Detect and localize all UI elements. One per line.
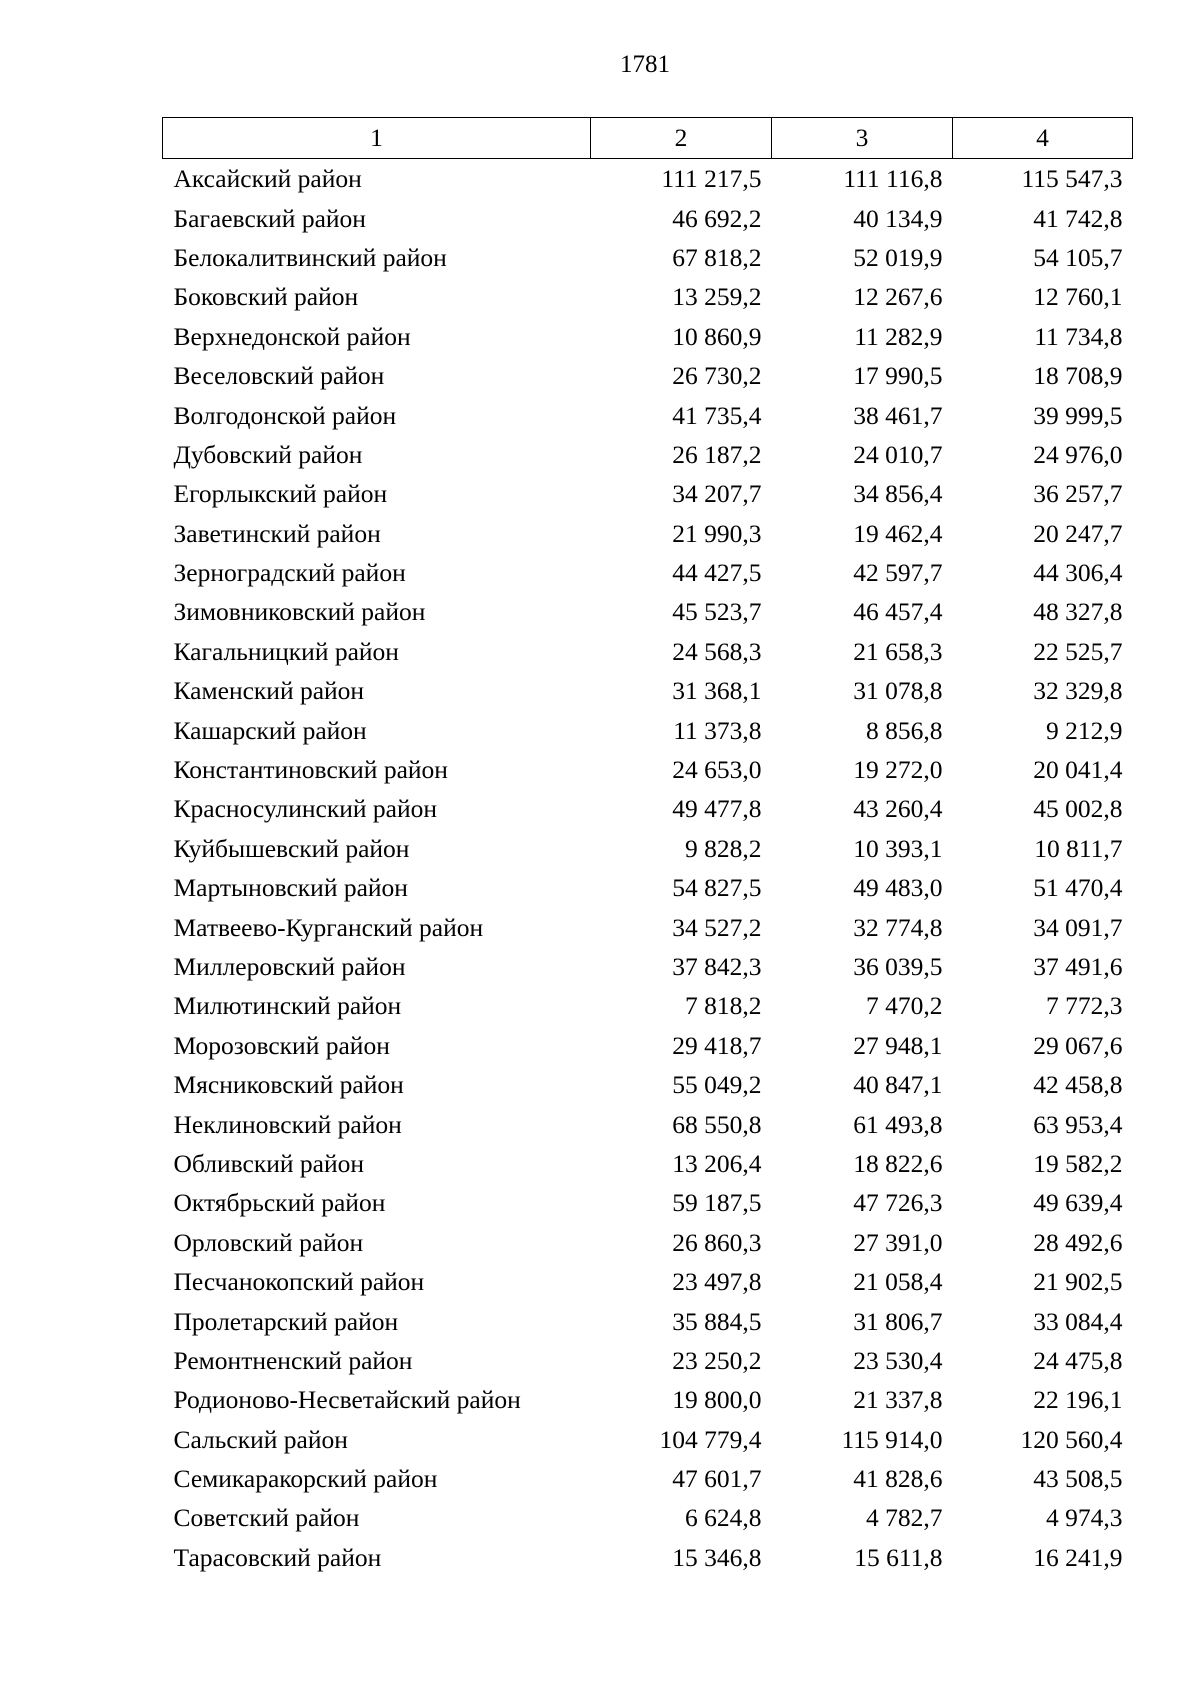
value-cell-col-2: 10 860,9 [672,321,762,351]
table-row [163,907,1133,946]
district-name-cell: Тарасовский район [173,1542,382,1572]
value-cell-col-4: 22 196,1 [1033,1385,1123,1415]
district-name-cell: Боковский район [173,282,359,312]
header-row [163,118,1133,159]
district-name-cell: Верхнедонской район [173,321,411,351]
table-row [163,1380,1133,1419]
table-row [163,1065,1133,1104]
table-row [163,710,1133,749]
value-cell-col-2: 46 692,2 [672,203,762,233]
value-cell-col-2: 13 259,2 [672,282,762,312]
value-cell-col-3: 36 039,5 [853,952,943,981]
value-cell-col-3: 32 774,8 [853,912,943,942]
value-cell-col-4: 22 525,7 [1033,636,1123,666]
value-cell-col-3: 115 914,0 [841,1424,943,1454]
value-cell-col-3: 42 597,7 [853,558,943,588]
value-cell-col-4: 41 742,8 [1033,203,1123,233]
value-cell-col-4: 36 257,7 [1033,479,1123,509]
value-cell-col-3: 19 462,4 [853,518,943,548]
value-cell-col-4: 24 976,0 [1033,439,1123,469]
value-cell-col-2: 23 250,2 [672,1345,762,1375]
value-cell-col-3: 7 470,2 [866,991,943,1021]
value-cell-col-2: 34 207,7 [672,479,762,509]
value-cell-col-2: 104 779,4 [659,1424,762,1454]
value-cell-col-4: 21 902,5 [1033,1267,1123,1297]
value-cell-col-4: 48 327,8 [1033,597,1123,627]
district-name-cell: Ремонтненский район [173,1345,413,1375]
table-row [163,514,1133,553]
value-cell-col-4: 16 241,9 [1033,1542,1123,1572]
value-cell-col-2: 55 049,2 [672,1070,762,1100]
value-cell-col-2: 45 523,7 [672,597,762,627]
value-cell-col-2: 7 818,2 [685,991,762,1021]
district-name-cell: Заветинский район [173,518,381,548]
table-row [163,1301,1133,1340]
district-name-cell: Родионово-Несветайский район [173,1385,521,1415]
value-cell-col-4: 120 560,4 [1020,1424,1123,1454]
value-cell-col-3: 31 078,8 [853,676,943,706]
table-row [163,1104,1133,1143]
table-row [163,1341,1133,1380]
value-cell-col-2: 24 653,0 [672,755,762,785]
value-cell-col-4: 37 491,6 [1033,952,1123,981]
value-cell-col-3: 21 337,8 [853,1385,943,1415]
district-name-cell: Миллеровский район [173,952,406,981]
district-name-cell: Матвеево-Курганский район [173,912,484,942]
table-body [163,159,1133,1578]
value-cell-col-3: 15 611,8 [854,1542,943,1572]
value-cell-col-2: 41 735,4 [672,400,762,430]
value-cell-col-3: 21 058,4 [853,1267,943,1297]
table-row [163,1144,1133,1183]
district-name-cell: Аксайский район [173,164,362,194]
value-cell-col-2: 26 730,2 [672,361,762,391]
table-row [163,198,1133,237]
value-cell-col-3: 19 272,0 [853,755,943,785]
value-cell-col-4: 9 212,9 [1046,715,1123,745]
value-cell-col-2: 67 818,2 [672,242,762,272]
column-header-4: 4 [953,118,1133,159]
value-cell-col-4: 43 508,5 [1033,1464,1123,1494]
table-row [163,395,1133,434]
value-cell-col-4: 44 306,4 [1033,558,1123,588]
column-header-1: 1 [163,118,591,159]
value-cell-col-4: 54 105,7 [1033,242,1123,272]
value-cell-col-4: 24 475,8 [1033,1345,1123,1375]
table-row [163,750,1133,789]
district-name-cell: Сальский район [173,1424,348,1454]
value-cell-col-4: 20 247,7 [1033,518,1123,548]
value-cell-col-3: 52 019,9 [853,242,943,272]
table-row [163,356,1133,395]
value-cell-col-4: 49 639,4 [1033,1188,1123,1218]
value-cell-col-3: 43 260,4 [853,794,943,824]
value-cell-col-3: 8 856,8 [866,715,943,745]
table-row [163,671,1133,710]
value-cell-col-4: 28 492,6 [1033,1227,1123,1257]
value-cell-col-4: 10 811,7 [1034,833,1123,863]
value-cell-col-2: 59 187,5 [672,1188,762,1218]
value-cell-col-3: 49 483,0 [853,873,943,903]
value-cell-col-3: 40 847,1 [853,1070,943,1100]
value-cell-col-2: 35 884,5 [672,1306,762,1336]
value-cell-col-3: 27 391,0 [853,1227,943,1257]
page-number: 1781 [620,51,670,78]
table-row [163,868,1133,907]
value-cell-col-3: 4 782,7 [866,1503,943,1533]
value-cell-col-2: 26 860,3 [672,1227,762,1257]
table-row [163,1459,1133,1498]
value-cell-col-2: 31 368,1 [672,676,762,706]
district-name-cell: Красносулинский район [173,794,438,824]
value-cell-col-4: 51 470,4 [1033,873,1123,903]
district-name-cell: Морозовский район [173,1030,390,1060]
value-cell-col-2: 37 842,3 [672,952,762,981]
value-cell-col-3: 21 658,3 [853,636,943,666]
value-cell-col-2: 47 601,7 [672,1464,762,1494]
value-cell-col-2: 9 828,2 [685,833,762,863]
value-cell-col-2: 13 206,4 [672,1148,762,1178]
value-cell-col-4: 39 999,5 [1033,400,1123,430]
district-name-cell: Неклиновский район [173,1109,402,1139]
value-cell-col-4: 11 734,8 [1034,321,1123,351]
value-cell-col-3: 46 457,4 [853,597,943,627]
table-row [163,592,1133,631]
district-name-cell: Кашарский район [173,715,367,745]
value-cell-col-3: 34 856,4 [853,479,943,509]
value-cell-col-3: 47 726,3 [853,1188,943,1218]
table-row [163,1538,1133,1577]
value-cell-col-3: 17 990,5 [853,361,943,391]
table-row [163,474,1133,513]
district-name-cell: Веселовский район [173,361,385,391]
value-cell-col-3: 27 948,1 [853,1030,943,1060]
table-row [163,947,1133,986]
value-cell-col-3: 23 530,4 [853,1345,943,1375]
table-row [163,277,1133,316]
value-cell-col-3: 41 828,6 [853,1464,943,1494]
value-cell-col-4: 45 002,8 [1033,794,1123,824]
value-cell-col-4: 63 953,4 [1033,1109,1123,1139]
value-cell-col-4: 42 458,8 [1033,1070,1123,1100]
table-row [163,435,1133,474]
district-name-cell: Багаевский район [173,203,366,233]
district-name-cell: Зерноградский район [173,558,406,588]
table-row [163,1262,1133,1301]
value-cell-col-4: 115 547,3 [1021,164,1123,194]
table-row [163,553,1133,592]
district-name-cell: Константиновский район [173,755,448,785]
value-cell-col-2: 111 217,5 [661,164,762,194]
district-name-cell: Советский район [173,1503,360,1533]
value-cell-col-2: 68 550,8 [672,1109,762,1139]
district-name-cell: Обливский район [173,1148,365,1178]
table-row [163,238,1133,277]
table-row [163,159,1133,199]
value-cell-col-3: 38 461,7 [853,400,943,430]
value-cell-col-2: 26 187,2 [672,439,762,469]
value-cell-col-2: 6 624,8 [685,1503,762,1533]
table-row [163,1498,1133,1537]
value-cell-col-3: 18 822,6 [853,1148,943,1178]
district-name-cell: Милютинский район [173,991,402,1021]
value-cell-col-3: 12 267,6 [853,282,943,312]
value-cell-col-4: 18 708,9 [1033,361,1123,391]
value-cell-col-2: 23 497,8 [672,1267,762,1297]
value-cell-col-3: 31 806,7 [853,1306,943,1336]
district-name-cell: Октябрьский район [173,1188,386,1218]
value-cell-col-3: 10 393,1 [853,833,943,863]
value-cell-col-3: 111 116,8 [843,164,943,194]
value-cell-col-2: 29 418,7 [672,1030,762,1060]
district-name-cell: Белокалитвинский район [173,242,447,272]
table-row [163,632,1133,671]
table-row [163,986,1133,1025]
value-cell-col-3: 11 282,9 [854,321,943,351]
value-cell-col-4: 4 974,3 [1046,1503,1123,1533]
value-cell-col-4: 34 091,7 [1033,912,1123,942]
value-cell-col-2: 54 827,5 [672,873,762,903]
value-cell-col-3: 24 010,7 [853,439,943,469]
value-cell-col-2: 15 346,8 [672,1542,762,1572]
value-cell-col-2: 19 800,0 [672,1385,762,1415]
table-header [163,118,1133,159]
value-cell-col-2: 24 568,3 [672,636,762,666]
district-name-cell: Волгодонской район [173,400,397,430]
district-name-cell: Мясниковский район [173,1070,404,1100]
value-cell-col-3: 61 493,8 [853,1109,943,1139]
district-name-cell: Семикаракорский район [173,1464,438,1494]
district-name-cell: Егорлыкский район [173,479,388,509]
table-row [163,317,1133,356]
district-name-cell: Куйбышевский район [173,833,410,863]
district-name-cell: Пролетарский район [173,1306,399,1336]
table-row [163,1420,1133,1459]
value-cell-col-3: 40 134,9 [853,203,943,233]
district-name-cell: Мартыновский район [173,873,408,903]
value-cell-col-4: 12 760,1 [1033,282,1123,312]
value-cell-col-2: 49 477,8 [672,794,762,824]
value-cell-col-4: 33 084,4 [1033,1306,1123,1336]
value-cell-col-4: 32 329,8 [1033,676,1123,706]
table-row [163,829,1133,868]
district-name-cell: Каменский район [173,676,365,706]
value-cell-col-4: 20 041,4 [1033,755,1123,785]
district-name-cell: Песчанокопский район [173,1267,425,1297]
value-cell-col-4: 29 067,6 [1033,1030,1123,1060]
value-cell-col-2: 34 527,2 [672,912,762,942]
value-cell-col-2: 21 990,3 [672,518,762,548]
value-cell-col-2: 11 373,8 [673,715,762,745]
table-row [163,1223,1133,1262]
table-row [163,1183,1133,1222]
district-name-cell: Дубовский район [173,439,363,469]
column-header-2: 2 [591,118,772,159]
table-row [163,789,1133,828]
district-name-cell: Зимовниковский район [173,597,426,627]
district-values-table [162,117,1133,1577]
district-name-cell: Кагальницкий район [173,636,399,666]
value-cell-col-2: 44 427,5 [672,558,762,588]
column-header-3: 3 [772,118,953,159]
value-cell-col-4: 7 772,3 [1046,991,1123,1021]
table-row [163,1026,1133,1065]
district-name-cell: Орловский район [173,1227,364,1257]
value-cell-col-4: 19 582,2 [1033,1148,1123,1178]
